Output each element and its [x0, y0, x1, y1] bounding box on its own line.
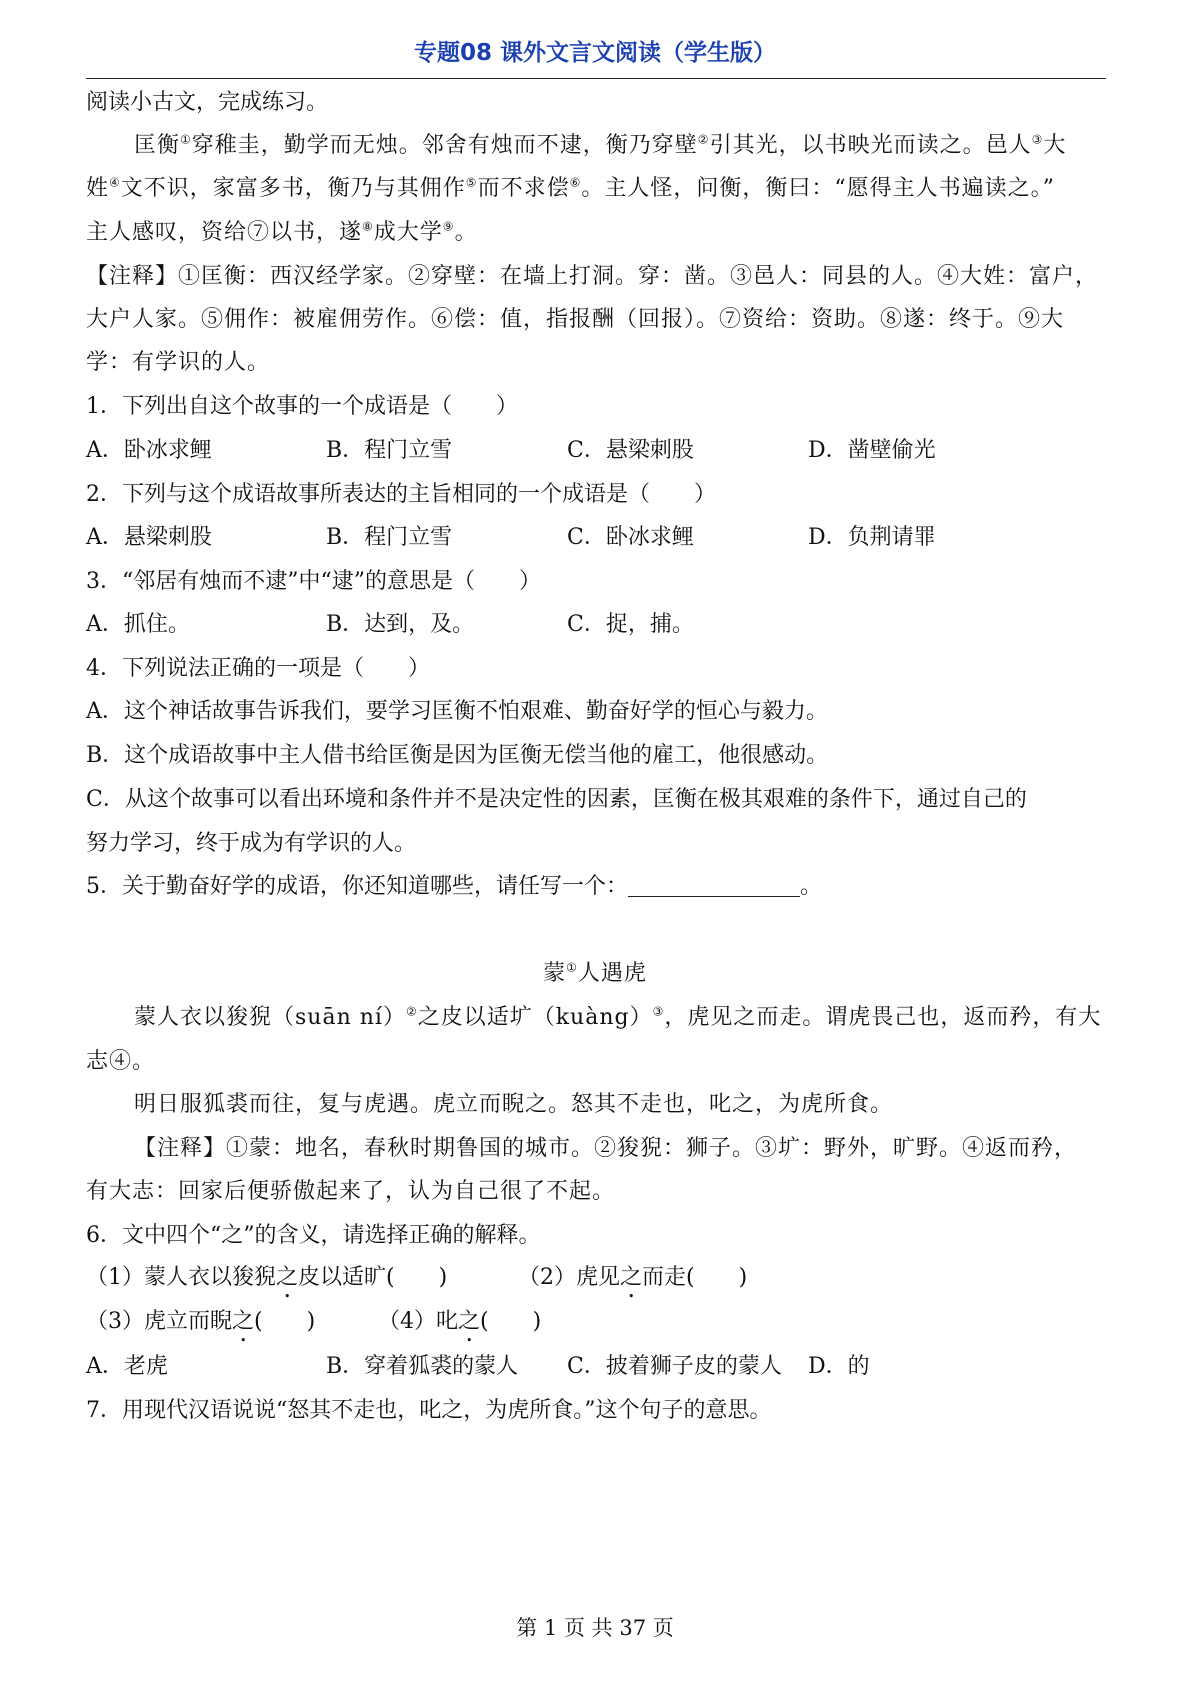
header-divider — [86, 78, 1106, 79]
question-2-option-a[interactable]: A．悬梁刺股 — [86, 525, 212, 550]
question-6-option-d[interactable]: D．的 — [808, 1354, 870, 1379]
question-3-option-a[interactable]: A．抓住。 — [86, 612, 190, 637]
passage1-line2: 姓④文不识，家富多书，衡乃与其佣作⑤而不求偿⑥。主人怪，问衡，衡曰：“愿得主人书遍读之。” — [86, 175, 1055, 201]
passage2-paragraph1-continued: 志④。 — [86, 1049, 156, 1074]
passage1-note-line: 学：有学识的人。 — [86, 350, 271, 375]
page-title: 专题08 课外文言文阅读（学生版） — [413, 40, 776, 66]
question-3-option-c[interactable]: C．捉，捕。 — [567, 612, 694, 637]
passage1-note-line: 【注释】①匡衡：西汉经学家。②穿壁：在墙上打洞。穿：凿。③邑人：同县的人。④大姓：富户， — [86, 264, 1099, 289]
question-4-stem: 4．下列说法正确的一项是（ ） — [86, 656, 430, 681]
page-footer: 第 1 页 共 37 页 — [516, 1616, 674, 1640]
question-4-option-c[interactable]: C．从这个故事可以看出环境和条件并不是决定性的因素，匡衡在极其艰难的条件下，通过自己的 — [86, 787, 1027, 812]
question-2-stem: 2．下列与这个成语故事所表达的主旨相同的一个成语是（ ） — [86, 482, 716, 507]
question-1-stem: 1．下列出自这个故事的一个成语是（ ） — [86, 394, 518, 419]
passage2-note-line: 有大志：回家后便骄傲起来了，认为自己很了不起。 — [86, 1179, 616, 1204]
question-4-option-c-continued[interactable]: 努力学习，终于成为有学识的人。 — [86, 831, 417, 856]
question-7-stem: 7．用现代汉语说说“怒其不走也，叱之，为虎所食。”这个句子的意思。 — [86, 1398, 772, 1423]
question-2-option-b[interactable]: B．程门立雪 — [326, 525, 453, 550]
question-4-option-b[interactable]: B．这个成语故事中主人借书给匡衡是因为匡衡无偿当他的雇工，他很感动。 — [86, 743, 829, 768]
question-1-option-b[interactable]: B．程门立雪 — [326, 438, 453, 463]
passage1-line1: 匡衡①穿稚圭，勤学而无烛。邻舍有烛而不逮，衡乃穿壁②引其光，以书映光而读之。邑人③大 — [134, 132, 1067, 158]
question-6-option-c[interactable]: C．披着狮子皮的蒙人 — [567, 1354, 782, 1379]
passage2-paragraph1: 蒙人衣以狻猊（suān ní）②之皮以适圹（kuàng）③，虎见之而走。谓虎畏己也，返而矜，有大 — [134, 1004, 1102, 1030]
question-5: 5．关于勤奋好学的成语，你还知道哪些，请任写一个： 。 — [86, 874, 823, 899]
passage2-title: 蒙①人遇虎 — [543, 960, 647, 986]
answer-blank[interactable] — [628, 874, 800, 897]
question-1-option-c[interactable]: C．悬梁刺股 — [567, 438, 694, 463]
question-4-option-a[interactable]: A．这个神话故事告诉我们，要学习匡衡不怕艰难、勤奋好学的恒心与毅力。 — [86, 699, 828, 724]
question-6-option-b[interactable]: B．穿着狐裘的蒙人 — [326, 1354, 519, 1379]
instruction-text: 阅读小古文，完成练习。 — [86, 90, 329, 115]
question-3-stem: 3．“邻居有烛而不逮”中“逮”的意思是（ ） — [86, 569, 541, 594]
question-6-item-2[interactable]: （2）虎见之而走( ) — [518, 1265, 748, 1290]
question-6-item-1[interactable]: （1）蒙人衣以狻猊之皮以适旷( ) — [86, 1265, 448, 1290]
passage2-note-line: 【注释】①蒙：地名，春秋时期鲁国的城市。②狻猊：狮子。③圹：野外，旷野。④返而矜， — [134, 1136, 1078, 1161]
question-2-option-c[interactable]: C．卧冰求鲤 — [567, 525, 694, 550]
passage1-note-line: 大户人家。⑤佣作：被雇佣劳作。⑥偿：值，指报酬（回报）。⑦资给：资助。⑧遂：终于。⑨大 — [86, 307, 1065, 332]
question-6-item-3[interactable]: （3）虎立而睨之( ) — [86, 1309, 316, 1334]
question-3-option-b[interactable]: B．达到，及。 — [326, 612, 475, 637]
question-6-option-a[interactable]: A．老虎 — [86, 1354, 168, 1379]
passage1-line3: 主人感叹，资给⑦以书，遂⑧成大学⑨。 — [86, 219, 478, 245]
question-1-option-d[interactable]: D．凿壁偷光 — [808, 438, 936, 463]
passage2-paragraph2: 明日服狐裘而往，复与虎遇。虎立而睨之。怒其不走也，叱之，为虎所食。 — [134, 1092, 894, 1117]
question-6-stem: 6．文中四个“之”的含义，请选择正确的解释。 — [86, 1223, 541, 1248]
question-6-item-4[interactable]: （4）叱之( ) — [378, 1309, 542, 1334]
question-1-option-a[interactable]: A．卧冰求鲤 — [86, 438, 212, 463]
question-2-option-d[interactable]: D．负荆请罪 — [808, 525, 936, 550]
